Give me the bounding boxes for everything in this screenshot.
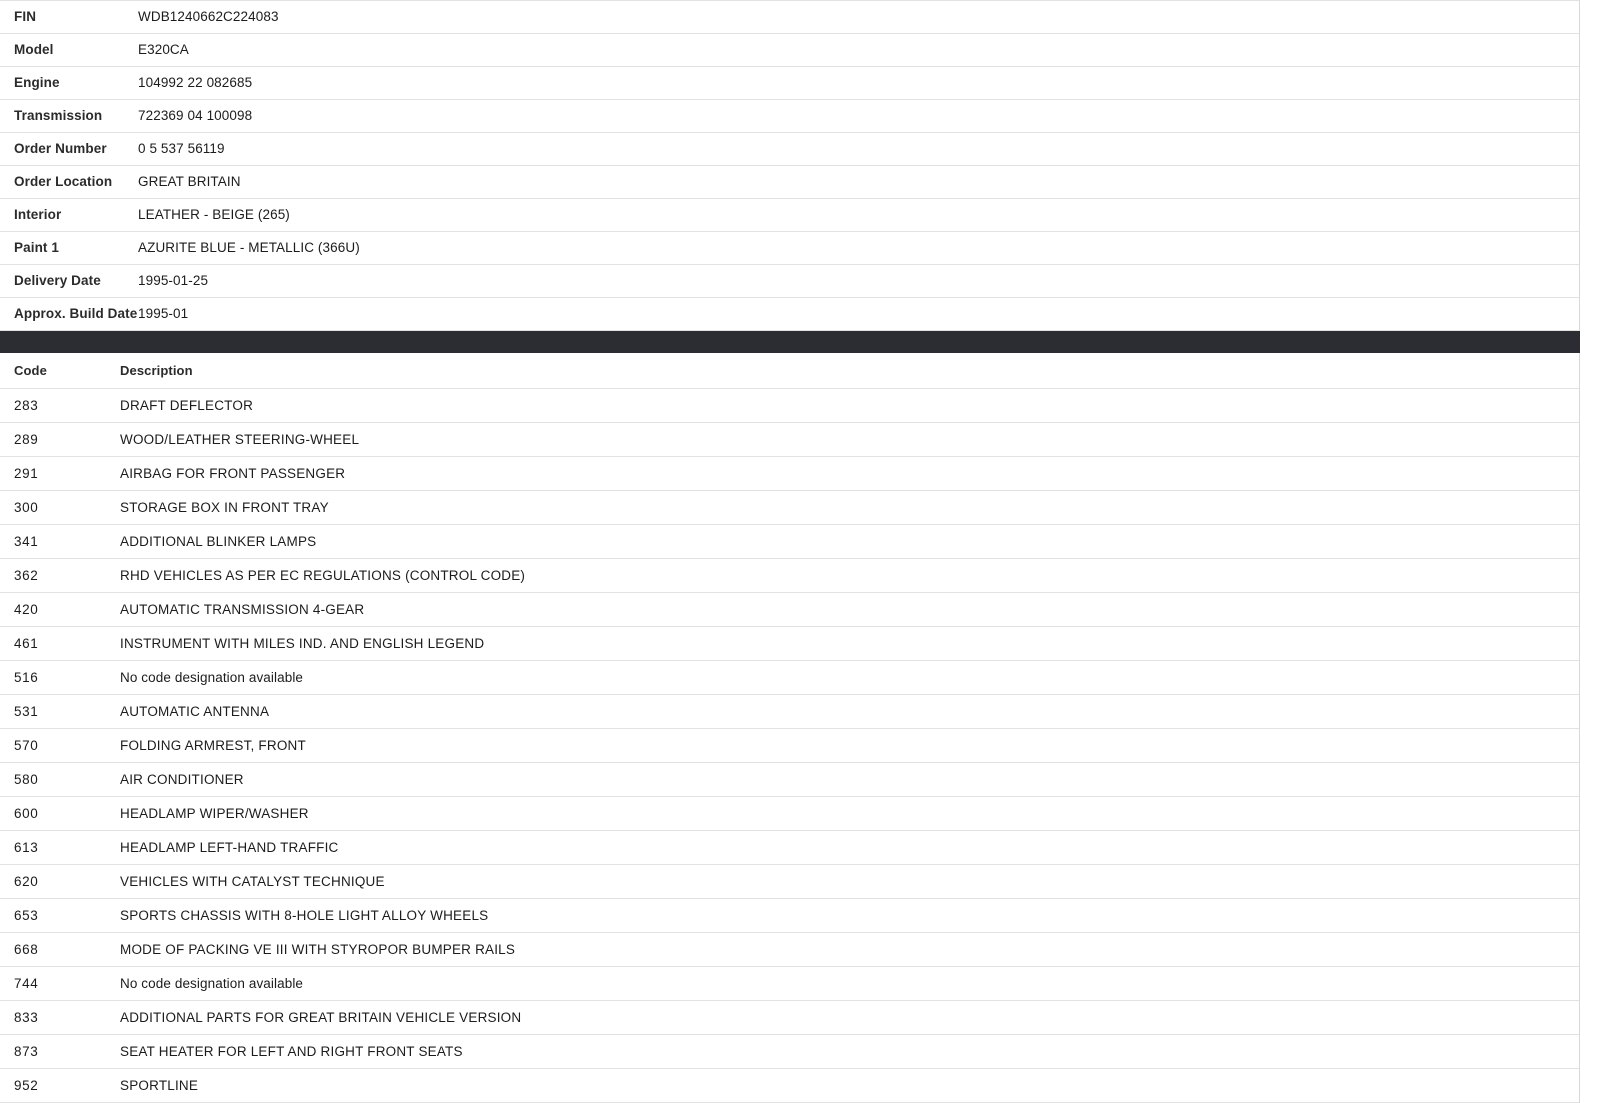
description-cell: HEADLAMP LEFT-HAND TRAFFIC: [60, 831, 1579, 865]
table-row: [0, 967, 1579, 1001]
spec-label: Approx. Build Date: [0, 298, 138, 331]
vehicle-spec-table: [0, 0, 1579, 331]
description-cell: AIR CONDITIONER: [60, 763, 1579, 797]
code-cell: 461: [0, 627, 60, 661]
code-cell: 744: [0, 967, 60, 1001]
description-cell: ADDITIONAL BLINKER LAMPS: [60, 525, 1579, 559]
table-row: [0, 199, 1579, 232]
column-header-code: Code: [0, 353, 60, 389]
equipment-codes-body: [0, 389, 1579, 1103]
table-row: [0, 865, 1579, 899]
code-cell: 300: [0, 491, 60, 525]
code-cell: 531: [0, 695, 60, 729]
code-cell: 600: [0, 797, 60, 831]
section-divider: [0, 331, 1580, 353]
spec-value: LEATHER - BEIGE (265): [138, 199, 1579, 232]
code-cell: 952: [0, 1069, 60, 1103]
table-row: [0, 729, 1579, 763]
code-cell: 516: [0, 661, 60, 695]
table-row: [0, 67, 1579, 100]
table-row: [0, 298, 1579, 331]
description-cell: AUTOMATIC ANTENNA: [60, 695, 1579, 729]
table-row: [0, 797, 1579, 831]
description-cell: AUTOMATIC TRANSMISSION 4-GEAR: [60, 593, 1579, 627]
table-row: [0, 1069, 1579, 1103]
code-cell: 420: [0, 593, 60, 627]
spec-label: Interior: [0, 199, 138, 232]
spec-value: 1995-01: [138, 298, 1579, 331]
column-header-description: Description: [60, 353, 1579, 389]
spec-label: Model: [0, 34, 138, 67]
table-row: [0, 457, 1579, 491]
code-cell: 873: [0, 1035, 60, 1069]
description-cell: ADDITIONAL PARTS FOR GREAT BRITAIN VEHICLE VERSION: [60, 1001, 1579, 1035]
description-cell: STORAGE BOX IN FRONT TRAY: [60, 491, 1579, 525]
description-cell: No code designation available: [60, 661, 1579, 695]
table-row: [0, 933, 1579, 967]
table-header-row: [0, 353, 1579, 389]
code-cell: 362: [0, 559, 60, 593]
spec-value: GREAT BRITAIN: [138, 166, 1579, 199]
table-row: [0, 593, 1579, 627]
spec-label: Order Number: [0, 133, 138, 166]
scrollbar-gutter[interactable]: [1580, 0, 1600, 1103]
spec-value: AZURITE BLUE - METALLIC (366U): [138, 232, 1579, 265]
table-row: [0, 265, 1579, 298]
description-cell: WOOD/LEATHER STEERING-WHEEL: [60, 423, 1579, 457]
table-row: [0, 627, 1579, 661]
table-row: [0, 1035, 1579, 1069]
code-cell: 668: [0, 933, 60, 967]
spec-label: Delivery Date: [0, 265, 138, 298]
spec-label: Transmission: [0, 100, 138, 133]
code-cell: 613: [0, 831, 60, 865]
spec-value: 104992 22 082685: [138, 67, 1579, 100]
vehicle-spec-body: [0, 1, 1579, 331]
description-cell: No code designation available: [60, 967, 1579, 1001]
table-row: [0, 559, 1579, 593]
table-row: [0, 525, 1579, 559]
spec-label: FIN: [0, 1, 138, 34]
spec-label: Engine: [0, 67, 138, 100]
table-row: [0, 133, 1579, 166]
table-row: [0, 491, 1579, 525]
table-row: [0, 100, 1579, 133]
table-row: [0, 763, 1579, 797]
description-cell: VEHICLES WITH CATALYST TECHNIQUE: [60, 865, 1579, 899]
table-row: [0, 695, 1579, 729]
code-cell: 341: [0, 525, 60, 559]
description-cell: HEADLAMP WIPER/WASHER: [60, 797, 1579, 831]
table-row: [0, 166, 1579, 199]
code-cell: 833: [0, 1001, 60, 1035]
spec-value: WDB1240662C224083: [138, 1, 1579, 34]
vehicle-spec-panel: [0, 0, 1580, 331]
spec-value: 722369 04 100098: [138, 100, 1579, 133]
description-cell: SPORTS CHASSIS WITH 8-HOLE LIGHT ALLOY WHEELS: [60, 899, 1579, 933]
code-cell: 653: [0, 899, 60, 933]
description-cell: DRAFT DEFLECTOR: [60, 389, 1579, 423]
table-row: [0, 389, 1579, 423]
description-cell: INSTRUMENT WITH MILES IND. AND ENGLISH LEGEND: [60, 627, 1579, 661]
spec-label: Order Location: [0, 166, 138, 199]
table-row: [0, 1, 1579, 34]
code-cell: 291: [0, 457, 60, 491]
table-row: [0, 34, 1579, 67]
description-cell: SEAT HEATER FOR LEFT AND RIGHT FRONT SEATS: [60, 1035, 1579, 1069]
code-cell: 570: [0, 729, 60, 763]
description-cell: MODE OF PACKING VE III WITH STYROPOR BUMPER RAILS: [60, 933, 1579, 967]
code-cell: 289: [0, 423, 60, 457]
table-row: [0, 661, 1579, 695]
equipment-codes-table: [0, 353, 1579, 1103]
table-row: [0, 899, 1579, 933]
spec-value: E320CA: [138, 34, 1579, 67]
spec-label: Paint 1: [0, 232, 138, 265]
table-row: [0, 423, 1579, 457]
table-row: [0, 232, 1579, 265]
spec-value: 0 5 537 56119: [138, 133, 1579, 166]
equipment-codes-head: [0, 353, 1579, 389]
code-cell: 580: [0, 763, 60, 797]
equipment-codes-panel: [0, 353, 1580, 1103]
code-cell: 283: [0, 389, 60, 423]
description-cell: FOLDING ARMREST, FRONT: [60, 729, 1579, 763]
code-cell: 620: [0, 865, 60, 899]
table-row: [0, 1001, 1579, 1035]
description-cell: RHD VEHICLES AS PER EC REGULATIONS (CONTROL CODE): [60, 559, 1579, 593]
description-cell: AIRBAG FOR FRONT PASSENGER: [60, 457, 1579, 491]
description-cell: SPORTLINE: [60, 1069, 1579, 1103]
spec-value: 1995-01-25: [138, 265, 1579, 298]
table-row: [0, 831, 1579, 865]
